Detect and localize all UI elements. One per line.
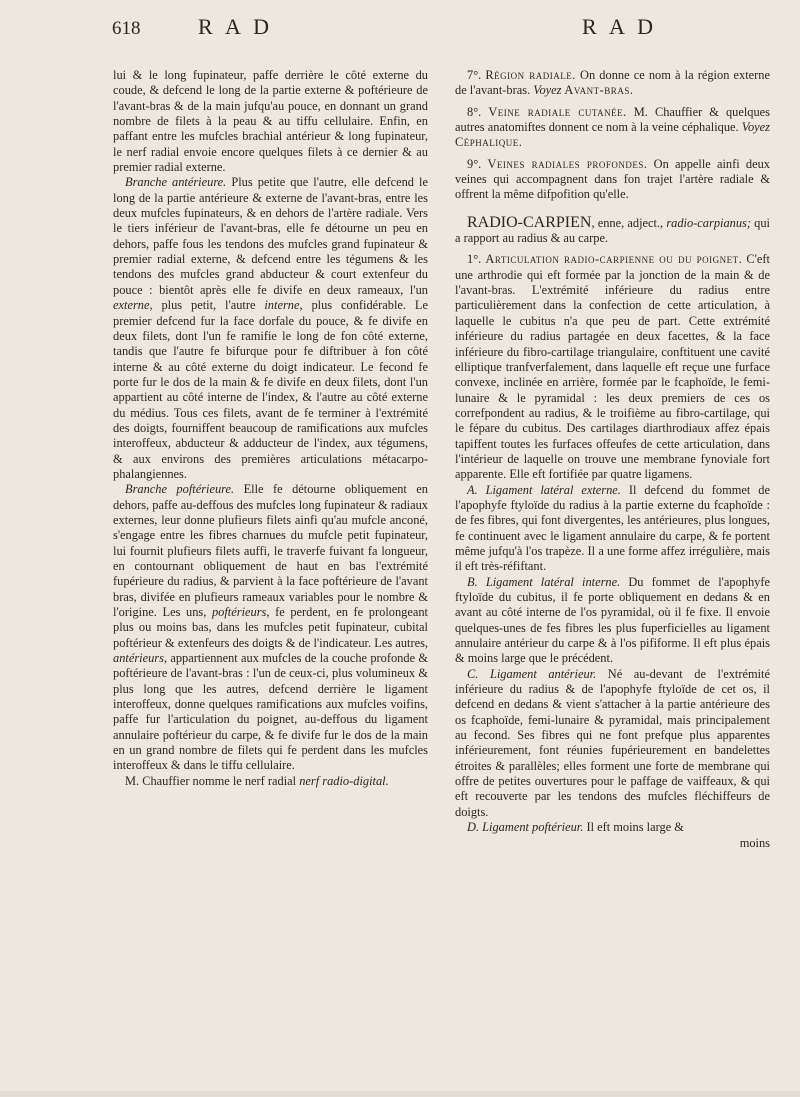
entry-head: Veine radiale cutanée. <box>488 104 627 119</box>
ligament-b: B. Ligament latéral interne. Du fommet de l'apophyfe ftyloïde du cubitus, il fe porte obliquement en dedans & en avant au côté interne de l'os pyramidal, où il fe fixe. Il envoie quelques-unes de fes fibres les plus fuperficielles au ligament annulaire antérieur du carpe & à l'os pififorme. Il eft plus épais & moins large que le précédent. <box>455 574 770 666</box>
headword: RADIO-CARPIEN <box>467 213 592 231</box>
ligament-c: C. Ligament antérieur. Né au-devant de l'extrémité inférieure du radius & de l'apophyfe ftyloïde de cet os, il defcend en dedans & vient s'attacher à la partie antérieure des os fcaphoïde, femi-lunaire & pyramidal, mais principalement au fecond. Ses fibres qui ne font prefque plus apparentes inférieurement, font réunies fupérieurement en bandelettes étroites & parallèles; elles forment une forte de membrane qui offre de petites ouvertures pour le paffage de vaiffeaux, & qui eft recouverte par les tendons des mufcles fléchiffeurs de doigts. <box>455 666 770 819</box>
subheading: Branche poftérieure. <box>125 482 235 497</box>
paragraph: lui & le long fupinateur, paffe derrière le côté externe du coude, & defcend le long de la partie externe & poftérieure de l'avant-bras & de la main jufqu'au pouce, en donnant un grand nombre de filets à la peau & au tiffu cellulaire. Enfin, en paffant entre les mufcles brachial antérieur & long fupinateur, le nerf radial envoie encore quelques filets à ce dernier & au premier radial externe. <box>113 68 428 175</box>
paragraph-branche-anterieure: Branche antérieure. Plus petite que l'autre, elle defcend le long de la partie antérieure & externe de l'avant-bras, entre les deux mufcles fupinateurs, & en dehors de l'artère radiale. Vers le tiers inférieur de l'avant-bras, elle fe détourne un peu en dehors, paffe fous les tendons des mufcles grand fupinateur & premier radial externe, & defcend entre les tégumens & les tendons des mufcles grand abducteur & court extenfeur du pouce : bientôt après elle fe divife en deux rameaux, l'un externe, plus petit, l'autre interne, plus confidérable. Le premier defcend fur la face dorfale du pouce, & fe divife en deux filets, dont l'un fe ramifie le long de fon côté externe, tandis que l'autre fe bifurque pour fe diftribuer à fon côté interne & au côté externe du doigt indicateur. Le fecond fe porte fur le dos de la main & fe divife en deux filets, dont l'un appartient au côté interne de l'index, & l'autre au côté externe du médius. Tous ces filets, avant de fe terminer à l'extrémité des doigts, fourniffent beaucoup de ramifications aux mufcles interoffeux, abducteur & adducteur de l'index, aux tégumens, & aux environs des premières articulations métacarpo-phalangiennes. <box>113 175 428 481</box>
ligament-a: A. Ligament latéral externe. Il defcend du fommet de l'apophyfe ftyloïde du radius à la partie externe du fcaphoïde : de fes fibres, qui font divergentes, les antérieures, plus longues, fe continuent avec le ligament annulaire du carpe, & fe portent même jufqu'à l'os trapèze. Il a une forme affez irrégulière, mais il eft très-réfiftant. <box>455 482 770 574</box>
subheading: Branche antérieure. <box>125 175 227 190</box>
entry-region-radiale: 7°. Région radiale. On donne ce nom à la région externe de l'avant-bras. Voyez Avant-bras. <box>455 68 770 98</box>
cross-reference: Céphalique. <box>455 135 523 150</box>
paragraph-nomenclature: M. Chauffier nomme le nerf radial nerf radio-digital. <box>125 773 389 788</box>
entry-head: Veines radiales profondes. <box>487 156 648 171</box>
entry-veines-radiales-profondes: 9°. Veines radiales profondes. On appelle ainfi deux veines qui accompagnent dans fon trajet l'artère radiale & offrent la même difpofition qu'elle. <box>455 156 770 202</box>
entry-head: Région radiale. <box>485 68 576 82</box>
right-running-head: R A D <box>582 14 658 39</box>
subheading: A. Ligament latéral externe. <box>467 482 621 497</box>
left-column <box>113 68 428 789</box>
entry-articulation: 1°. Articulation radio-carpienne ou du poignet. C'eft une arthrodie qui eft formée par la jonction de la main & de l'avant-bras. L'extrémité inférieure du radius entre particulièrement dans la confection de cette articulation, à laquelle le cubitus n'a que peu de part. Cette extrémité inférieure du radius partagée en deux facettes, & la face inférieure du fibro-cartilage triangulaire, conftituent une cavité elliptique tranfverfalement, dans laquelle eft reçue une furface convexe, inclinée en arrière, formée par le fcaphoïde, le femi-lunaire & le pyramidal : les deux premiers de ces os correfpondent au radius, & le troifième au fibro-cartilage, qui le fépare du cubitus. Des cartilages diarthrodiaux affez épais tapiffent toutes les furfaces offeufes de cette articulation, dans l'intérieur de laquelle on trouve une membrane fynoviale fort apparente. Elle eft fortifiée par quatre ligamens. <box>455 252 770 482</box>
entry-veine-radiale-cutanee: 8°. Veine radiale cutanée. M. Chauffier & quelques autres anatomiftes donnent ce nom à la veine céphalique. Voyez Céphalique. <box>455 104 770 150</box>
paragraph-branche-posterieure: Branche poftérieure. Elle fe détourne obliquement en dehors, paffe au-deffous des mufcles long fupinateur & radiaux externes, leur donne plufieurs filets ainfi qu'au mufcle anconé, s'engage entre les fibres charnues du mufcle petit fupinateur, lui fournit plufieurs filets auffi, le traverfe fuivant fa longueur, en contournant obliquement de haut en bas l'extrémité fupérieure du radius, & parvient à la face poftérieure de l'avant bras, divifée en plufieurs rameaux variables pour le nombre & l'origine. Les uns, poftérieurs, fe perdent, en fe prolongeant plus ou moins bas, dans les mufcles petit fupinateur, cubital poftérieur & extenfeurs des doigts & de l'indicateur. Les autres, antérieurs, appartiennent aux mufcles de la couche profonde & poftérieure de l'avant-bras : l'un de ceux-ci, plus volumineux & plus long que les autres, defcend derrière le ligament interoffeux, donne quelques ramifications aux mufcles voifins, paffe fur l'articulation du poignet, au-deffous du ligament annulaire poftérieur du carpe, & fe divife fur le dos de la main en un grand nombre de filets qui fe perdent dans les mufcles interoffeux & dans le tiffu cellulaire. <box>113 482 428 773</box>
left-running-head: R A D <box>198 14 274 39</box>
page-number: 618 <box>112 18 141 39</box>
headword-entry: RADIO-CARPIEN, enne, adject., radio-carpianus; qui a rapport au radius & au carpe. <box>455 213 771 246</box>
entry-head: Articulation radio-carpienne ou du poignet. <box>485 252 743 267</box>
catchword: moins <box>739 835 770 850</box>
subheading: C. Ligament antérieur. <box>467 666 597 681</box>
page-edge <box>0 1091 800 1097</box>
subheading: B. Ligament latéral interne. <box>467 574 621 589</box>
ligament-d: D. Ligament poftérieur. Il eft moins large & <box>467 820 684 835</box>
cross-reference: Avant-bras. <box>561 83 634 98</box>
right-column <box>455 68 770 851</box>
subheading: D. Ligament poftérieur. <box>467 820 584 835</box>
